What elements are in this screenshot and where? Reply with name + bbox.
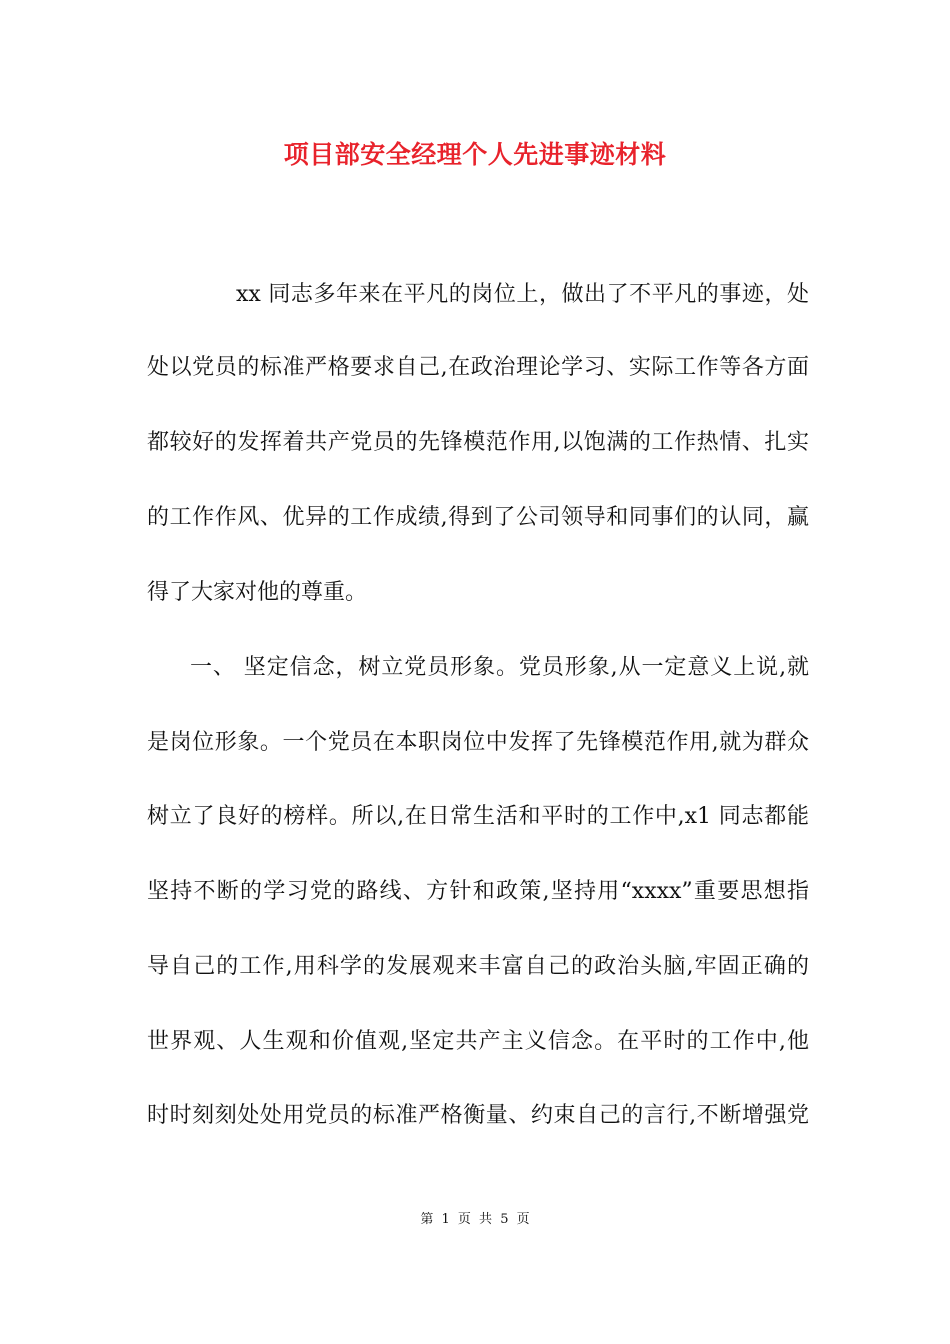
paragraph-line: xx 同志多年来在平凡的岗位上，做出了不平凡的事迹，处 [236,282,809,307]
paragraph-line: 坚持不断的学习党的路线、方针和政策,坚持用“xxxx”重要思想指 [147,879,809,904]
paragraph-line: 的工作作风、优异的工作成绩,得到了公司领导和同事们的认同，赢 [147,505,809,530]
paragraph-line: 一、 坚定信念，树立党员形象。党员形象,从一定意义上说,就 [190,655,809,680]
document-title: 项目部安全经理个人先进事迹材料 [283,140,667,169]
paragraph-line: 是岗位形象。一个党员在本职岗位中发挥了先锋模范作用,就为群众 [147,730,809,755]
paragraph-line: 都较好的发挥着共产党员的先锋模范作用,以饱满的工作热情、扎实 [147,430,809,455]
page-number-footer: 第 1 页 共 5 页 [420,1212,530,1227]
paragraph-line: 导自己的工作,用科学的发展观来丰富自己的政治头脑,牢固正确的 [147,954,809,979]
paragraph-line: 得了大家对他的尊重。 [147,580,368,605]
paragraph-line: 世界观、人生观和价值观,坚定共产主义信念。在平时的工作中,他 [147,1029,809,1054]
paragraph-line: 树立了良好的榜样。所以,在日常生活和平时的工作中,x1 同志都能 [147,804,809,829]
paragraph-line: 时时刻刻处处用党员的标准严格衡量、约束自己的言行,不断增强党 [147,1103,809,1128]
paragraph-line: 处以党员的标准严格要求自己,在政治理论学习、实际工作等各方面 [147,355,809,380]
